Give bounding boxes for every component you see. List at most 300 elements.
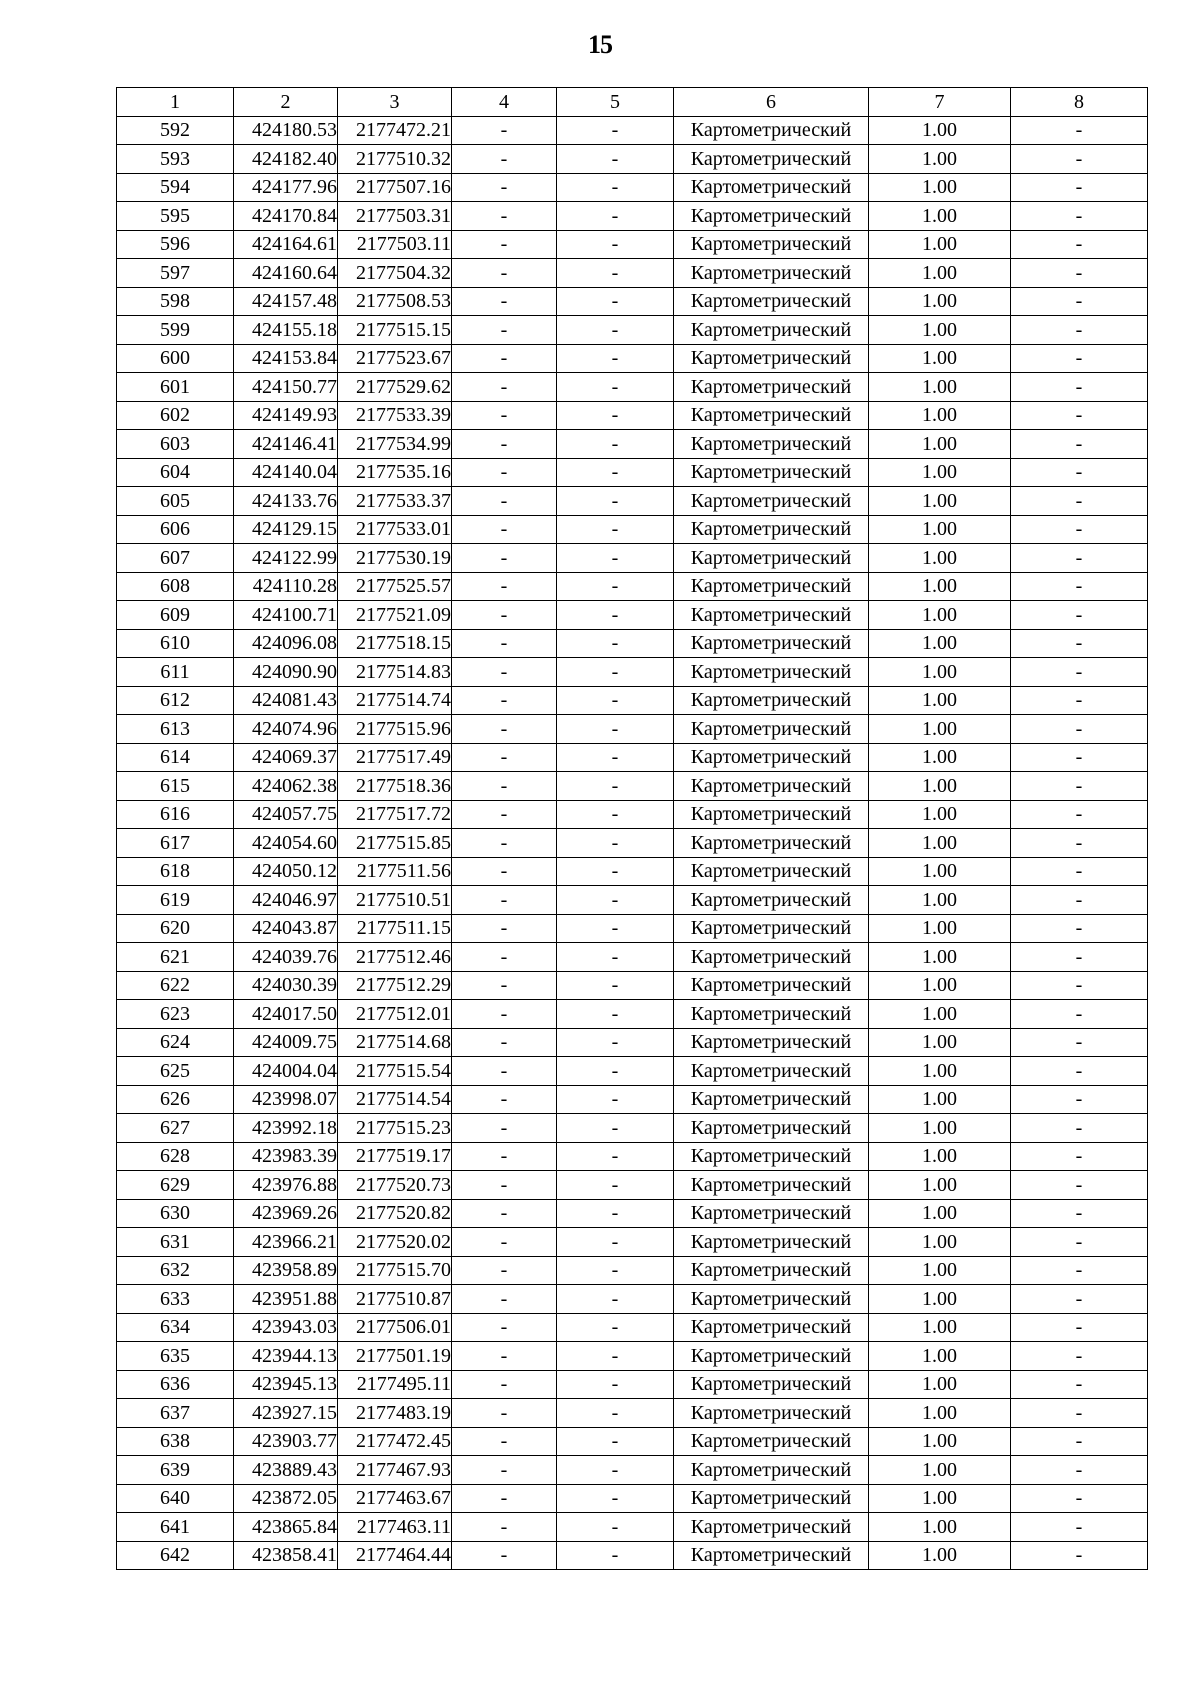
y-coordinate-cell: 2177515.96	[338, 715, 452, 744]
point-number-cell: 593	[117, 145, 234, 174]
table-row	[117, 515, 1148, 544]
y-coordinate-cell: 2177514.74	[338, 686, 452, 715]
x-coordinate-cell: 423872.05	[234, 1484, 338, 1513]
col8-cell: -	[1011, 1399, 1148, 1428]
table-row	[117, 857, 1148, 886]
point-number-cell: 642	[117, 1541, 234, 1570]
col5-cell: -	[557, 316, 674, 345]
method-cell: Картометрический	[674, 1085, 869, 1114]
y-coordinate-cell: 2177463.11	[338, 1513, 452, 1542]
table-row	[117, 1199, 1148, 1228]
col8-cell: -	[1011, 202, 1148, 231]
method-cell: Картометрический	[674, 629, 869, 658]
point-number-cell: 613	[117, 715, 234, 744]
col8-cell: -	[1011, 1000, 1148, 1029]
y-coordinate-cell: 2177472.45	[338, 1427, 452, 1456]
col5-cell: -	[557, 344, 674, 373]
x-coordinate-cell: 424039.76	[234, 943, 338, 972]
point-number-cell: 635	[117, 1342, 234, 1371]
precision-cell: 1.00	[869, 344, 1011, 373]
col4-cell: -	[452, 601, 557, 630]
col5-cell: -	[557, 914, 674, 943]
col4-cell: -	[452, 1399, 557, 1428]
col4-cell: -	[452, 1142, 557, 1171]
col8-cell: -	[1011, 344, 1148, 373]
x-coordinate-cell: 424146.41	[234, 430, 338, 459]
point-number-cell: 639	[117, 1456, 234, 1485]
col4-cell: -	[452, 1057, 557, 1086]
x-coordinate-cell: 424046.97	[234, 886, 338, 915]
col5-cell: -	[557, 800, 674, 829]
table-row	[117, 1028, 1148, 1057]
method-cell: Картометрический	[674, 886, 869, 915]
col4-cell: -	[452, 401, 557, 430]
table-row	[117, 1484, 1148, 1513]
table-row	[117, 344, 1148, 373]
col5-cell: -	[557, 886, 674, 915]
col5-cell: -	[557, 373, 674, 402]
col4-cell: -	[452, 572, 557, 601]
col5-cell: -	[557, 287, 674, 316]
y-coordinate-cell: 2177519.17	[338, 1142, 452, 1171]
col5-cell: -	[557, 1171, 674, 1200]
precision-cell: 1.00	[869, 886, 1011, 915]
y-coordinate-cell: 2177518.15	[338, 629, 452, 658]
col8-cell: -	[1011, 1541, 1148, 1570]
col4-cell: -	[452, 943, 557, 972]
col4-cell: -	[452, 316, 557, 345]
precision-cell: 1.00	[869, 1028, 1011, 1057]
col8-cell: -	[1011, 800, 1148, 829]
precision-cell: 1.00	[869, 1000, 1011, 1029]
col8-cell: -	[1011, 1285, 1148, 1314]
method-cell: Картометрический	[674, 401, 869, 430]
col4-cell: -	[452, 1228, 557, 1257]
column-header: 4	[452, 88, 557, 117]
precision-cell: 1.00	[869, 829, 1011, 858]
col8-cell: -	[1011, 914, 1148, 943]
method-cell: Картометрический	[674, 173, 869, 202]
col4-cell: -	[452, 344, 557, 373]
x-coordinate-cell: 423958.89	[234, 1256, 338, 1285]
precision-cell: 1.00	[869, 487, 1011, 516]
y-coordinate-cell: 2177529.62	[338, 373, 452, 402]
point-number-cell: 614	[117, 743, 234, 772]
col5-cell: -	[557, 1313, 674, 1342]
method-cell: Картометрический	[674, 373, 869, 402]
y-coordinate-cell: 2177510.51	[338, 886, 452, 915]
col4-cell: -	[452, 1427, 557, 1456]
col8-cell: -	[1011, 401, 1148, 430]
method-cell: Картометрический	[674, 1541, 869, 1570]
y-coordinate-cell: 2177512.01	[338, 1000, 452, 1029]
col5-cell: -	[557, 1228, 674, 1257]
y-coordinate-cell: 2177512.29	[338, 971, 452, 1000]
col8-cell: -	[1011, 629, 1148, 658]
col8-cell: -	[1011, 829, 1148, 858]
y-coordinate-cell: 2177535.16	[338, 458, 452, 487]
table-row	[117, 487, 1148, 516]
precision-cell: 1.00	[869, 743, 1011, 772]
col8-cell: -	[1011, 1456, 1148, 1485]
col4-cell: -	[452, 1313, 557, 1342]
x-coordinate-cell: 423858.41	[234, 1541, 338, 1570]
precision-cell: 1.00	[869, 1541, 1011, 1570]
x-coordinate-cell: 424009.75	[234, 1028, 338, 1057]
point-number-cell: 628	[117, 1142, 234, 1171]
col5-cell: -	[557, 116, 674, 145]
table-row	[117, 401, 1148, 430]
point-number-cell: 604	[117, 458, 234, 487]
table-row	[117, 886, 1148, 915]
x-coordinate-cell: 424062.38	[234, 772, 338, 801]
x-coordinate-cell: 423969.26	[234, 1199, 338, 1228]
col8-cell: -	[1011, 772, 1148, 801]
precision-cell: 1.00	[869, 1513, 1011, 1542]
table-row	[117, 458, 1148, 487]
y-coordinate-cell: 2177520.82	[338, 1199, 452, 1228]
method-cell: Картометрический	[674, 800, 869, 829]
col4-cell: -	[452, 1256, 557, 1285]
method-cell: Картометрический	[674, 1399, 869, 1428]
table-row	[117, 1342, 1148, 1371]
col8-cell: -	[1011, 1171, 1148, 1200]
method-cell: Картометрический	[674, 230, 869, 259]
precision-cell: 1.00	[869, 658, 1011, 687]
y-coordinate-cell: 2177518.36	[338, 772, 452, 801]
table-row	[117, 1171, 1148, 1200]
point-number-cell: 606	[117, 515, 234, 544]
col5-cell: -	[557, 629, 674, 658]
method-cell: Картометрический	[674, 1057, 869, 1086]
col5-cell: -	[557, 601, 674, 630]
table-row	[117, 202, 1148, 231]
col4-cell: -	[452, 1085, 557, 1114]
table-row	[117, 1313, 1148, 1342]
point-number-cell: 641	[117, 1513, 234, 1542]
method-cell: Картометрический	[674, 1114, 869, 1143]
y-coordinate-cell: 2177520.02	[338, 1228, 452, 1257]
x-coordinate-cell: 424182.40	[234, 145, 338, 174]
col8-cell: -	[1011, 658, 1148, 687]
col8-cell: -	[1011, 515, 1148, 544]
table-row	[117, 259, 1148, 288]
method-cell: Картометрический	[674, 1199, 869, 1228]
point-number-cell: 622	[117, 971, 234, 1000]
method-cell: Картометрический	[674, 316, 869, 345]
column-header: 6	[674, 88, 869, 117]
precision-cell: 1.00	[869, 145, 1011, 174]
precision-cell: 1.00	[869, 458, 1011, 487]
x-coordinate-cell: 424129.15	[234, 515, 338, 544]
point-number-cell: 609	[117, 601, 234, 630]
precision-cell: 1.00	[869, 715, 1011, 744]
col4-cell: -	[452, 886, 557, 915]
x-coordinate-cell: 423865.84	[234, 1513, 338, 1542]
col8-cell: -	[1011, 686, 1148, 715]
method-cell: Картометрический	[674, 1513, 869, 1542]
method-cell: Картометрический	[674, 487, 869, 516]
table-row	[117, 971, 1148, 1000]
precision-cell: 1.00	[869, 601, 1011, 630]
col5-cell: -	[557, 401, 674, 430]
method-cell: Картометрический	[674, 914, 869, 943]
x-coordinate-cell: 423966.21	[234, 1228, 338, 1257]
y-coordinate-cell: 2177503.11	[338, 230, 452, 259]
precision-cell: 1.00	[869, 1228, 1011, 1257]
x-coordinate-cell: 424074.96	[234, 715, 338, 744]
col5-cell: -	[557, 145, 674, 174]
x-coordinate-cell: 424149.93	[234, 401, 338, 430]
y-coordinate-cell: 2177467.93	[338, 1456, 452, 1485]
x-coordinate-cell: 424057.75	[234, 800, 338, 829]
col5-cell: -	[557, 1256, 674, 1285]
table-row	[117, 715, 1148, 744]
col8-cell: -	[1011, 259, 1148, 288]
method-cell: Картометрический	[674, 715, 869, 744]
col4-cell: -	[452, 686, 557, 715]
col4-cell: -	[452, 914, 557, 943]
y-coordinate-cell: 2177530.19	[338, 544, 452, 573]
y-coordinate-cell: 2177515.15	[338, 316, 452, 345]
method-cell: Картометрический	[674, 287, 869, 316]
precision-cell: 1.00	[869, 1484, 1011, 1513]
col8-cell: -	[1011, 544, 1148, 573]
col4-cell: -	[452, 800, 557, 829]
point-number-cell: 616	[117, 800, 234, 829]
x-coordinate-cell: 424017.50	[234, 1000, 338, 1029]
x-coordinate-cell: 423943.03	[234, 1313, 338, 1342]
precision-cell: 1.00	[869, 316, 1011, 345]
method-cell: Картометрический	[674, 943, 869, 972]
x-coordinate-cell: 424160.64	[234, 259, 338, 288]
col4-cell: -	[452, 430, 557, 459]
col8-cell: -	[1011, 886, 1148, 915]
y-coordinate-cell: 2177533.01	[338, 515, 452, 544]
column-header: 8	[1011, 88, 1148, 117]
col4-cell: -	[452, 1171, 557, 1200]
precision-cell: 1.00	[869, 800, 1011, 829]
precision-cell: 1.00	[869, 572, 1011, 601]
point-number-cell: 596	[117, 230, 234, 259]
table-row	[117, 772, 1148, 801]
table-row	[117, 1513, 1148, 1542]
col5-cell: -	[557, 1028, 674, 1057]
col5-cell: -	[557, 1541, 674, 1570]
precision-cell: 1.00	[869, 1142, 1011, 1171]
col4-cell: -	[452, 544, 557, 573]
table-row	[117, 173, 1148, 202]
method-cell: Картометрический	[674, 1427, 869, 1456]
precision-cell: 1.00	[869, 544, 1011, 573]
method-cell: Картометрический	[674, 1313, 869, 1342]
point-number-cell: 615	[117, 772, 234, 801]
x-coordinate-cell: 423944.13	[234, 1342, 338, 1371]
col5-cell: -	[557, 487, 674, 516]
y-coordinate-cell: 2177495.11	[338, 1370, 452, 1399]
x-coordinate-cell: 424164.61	[234, 230, 338, 259]
precision-cell: 1.00	[869, 1199, 1011, 1228]
method-cell: Картометрический	[674, 344, 869, 373]
table-row	[117, 800, 1148, 829]
method-cell: Картометрический	[674, 743, 869, 772]
y-coordinate-cell: 2177506.01	[338, 1313, 452, 1342]
col5-cell: -	[557, 829, 674, 858]
col5-cell: -	[557, 173, 674, 202]
precision-cell: 1.00	[869, 1285, 1011, 1314]
x-coordinate-cell: 424170.84	[234, 202, 338, 231]
col8-cell: -	[1011, 1057, 1148, 1086]
x-coordinate-cell: 423889.43	[234, 1456, 338, 1485]
method-cell: Картометрический	[674, 1484, 869, 1513]
precision-cell: 1.00	[869, 772, 1011, 801]
method-cell: Картометрический	[674, 259, 869, 288]
x-coordinate-cell: 424122.99	[234, 544, 338, 573]
precision-cell: 1.00	[869, 857, 1011, 886]
precision-cell: 1.00	[869, 1342, 1011, 1371]
col8-cell: -	[1011, 487, 1148, 516]
y-coordinate-cell: 2177517.72	[338, 800, 452, 829]
precision-cell: 1.00	[869, 116, 1011, 145]
table-row	[117, 658, 1148, 687]
col8-cell: -	[1011, 572, 1148, 601]
column-header: 2	[234, 88, 338, 117]
table-row	[117, 544, 1148, 573]
point-number-cell: 637	[117, 1399, 234, 1428]
precision-cell: 1.00	[869, 1085, 1011, 1114]
table-row	[117, 943, 1148, 972]
y-coordinate-cell: 2177472.21	[338, 116, 452, 145]
y-coordinate-cell: 2177464.44	[338, 1541, 452, 1570]
col8-cell: -	[1011, 1085, 1148, 1114]
point-number-cell: 601	[117, 373, 234, 402]
y-coordinate-cell: 2177514.83	[338, 658, 452, 687]
col4-cell: -	[452, 772, 557, 801]
method-cell: Картометрический	[674, 1285, 869, 1314]
col5-cell: -	[557, 1285, 674, 1314]
x-coordinate-cell: 424069.37	[234, 743, 338, 772]
point-number-cell: 592	[117, 116, 234, 145]
col4-cell: -	[452, 1513, 557, 1542]
precision-cell: 1.00	[869, 1057, 1011, 1086]
precision-cell: 1.00	[869, 686, 1011, 715]
x-coordinate-cell: 423983.39	[234, 1142, 338, 1171]
page-number: 15	[588, 30, 612, 59]
col5-cell: -	[557, 572, 674, 601]
col4-cell: -	[452, 230, 557, 259]
point-number-cell: 631	[117, 1228, 234, 1257]
x-coordinate-cell: 424153.84	[234, 344, 338, 373]
table-row	[117, 1228, 1148, 1257]
col4-cell: -	[452, 1342, 557, 1371]
x-coordinate-cell: 424100.71	[234, 601, 338, 630]
col4-cell: -	[452, 629, 557, 658]
x-coordinate-cell: 424054.60	[234, 829, 338, 858]
point-number-cell: 636	[117, 1370, 234, 1399]
col5-cell: -	[557, 1142, 674, 1171]
col8-cell: -	[1011, 116, 1148, 145]
table-row	[117, 1256, 1148, 1285]
x-coordinate-cell: 424110.28	[234, 572, 338, 601]
x-coordinate-cell: 424177.96	[234, 173, 338, 202]
x-coordinate-cell: 424081.43	[234, 686, 338, 715]
col5-cell: -	[557, 772, 674, 801]
col8-cell: -	[1011, 173, 1148, 202]
coordinates-table	[116, 87, 1148, 1570]
col5-cell: -	[557, 544, 674, 573]
col5-cell: -	[557, 1399, 674, 1428]
precision-cell: 1.00	[869, 943, 1011, 972]
point-number-cell: 608	[117, 572, 234, 601]
table-row	[117, 1541, 1148, 1570]
method-cell: Картометрический	[674, 686, 869, 715]
y-coordinate-cell: 2177511.56	[338, 857, 452, 886]
point-number-cell: 629	[117, 1171, 234, 1200]
y-coordinate-cell: 2177517.49	[338, 743, 452, 772]
col4-cell: -	[452, 515, 557, 544]
col8-cell: -	[1011, 1370, 1148, 1399]
precision-cell: 1.00	[869, 1313, 1011, 1342]
y-coordinate-cell: 2177521.09	[338, 601, 452, 630]
column-header: 5	[557, 88, 674, 117]
point-number-cell: 621	[117, 943, 234, 972]
col8-cell: -	[1011, 373, 1148, 402]
col5-cell: -	[557, 686, 674, 715]
table-row	[117, 629, 1148, 658]
point-number-cell: 618	[117, 857, 234, 886]
col5-cell: -	[557, 430, 674, 459]
col5-cell: -	[557, 1114, 674, 1143]
method-cell: Картометрический	[674, 1000, 869, 1029]
x-coordinate-cell: 424133.76	[234, 487, 338, 516]
table-row	[117, 1427, 1148, 1456]
x-coordinate-cell: 424150.77	[234, 373, 338, 402]
col4-cell: -	[452, 1000, 557, 1029]
point-number-cell: 620	[117, 914, 234, 943]
y-coordinate-cell: 2177504.32	[338, 259, 452, 288]
table-row	[117, 686, 1148, 715]
y-coordinate-cell: 2177510.87	[338, 1285, 452, 1314]
col4-cell: -	[452, 458, 557, 487]
col4-cell: -	[452, 1541, 557, 1570]
col4-cell: -	[452, 829, 557, 858]
method-cell: Картометрический	[674, 544, 869, 573]
method-cell: Картометрический	[674, 658, 869, 687]
x-coordinate-cell: 424180.53	[234, 116, 338, 145]
y-coordinate-cell: 2177511.15	[338, 914, 452, 943]
point-number-cell: 599	[117, 316, 234, 345]
y-coordinate-cell: 2177463.67	[338, 1484, 452, 1513]
col4-cell: -	[452, 971, 557, 1000]
y-coordinate-cell: 2177514.68	[338, 1028, 452, 1057]
y-coordinate-cell: 2177515.54	[338, 1057, 452, 1086]
col4-cell: -	[452, 658, 557, 687]
method-cell: Картометрический	[674, 1228, 869, 1257]
method-cell: Картометрический	[674, 145, 869, 174]
point-number-cell: 607	[117, 544, 234, 573]
point-number-cell: 634	[117, 1313, 234, 1342]
table-row	[117, 1370, 1148, 1399]
point-number-cell: 619	[117, 886, 234, 915]
col4-cell: -	[452, 1028, 557, 1057]
col4-cell: -	[452, 1199, 557, 1228]
method-cell: Картометрический	[674, 430, 869, 459]
method-cell: Картометрический	[674, 202, 869, 231]
col5-cell: -	[557, 515, 674, 544]
table-row	[117, 430, 1148, 459]
col4-cell: -	[452, 743, 557, 772]
x-coordinate-cell: 423951.88	[234, 1285, 338, 1314]
